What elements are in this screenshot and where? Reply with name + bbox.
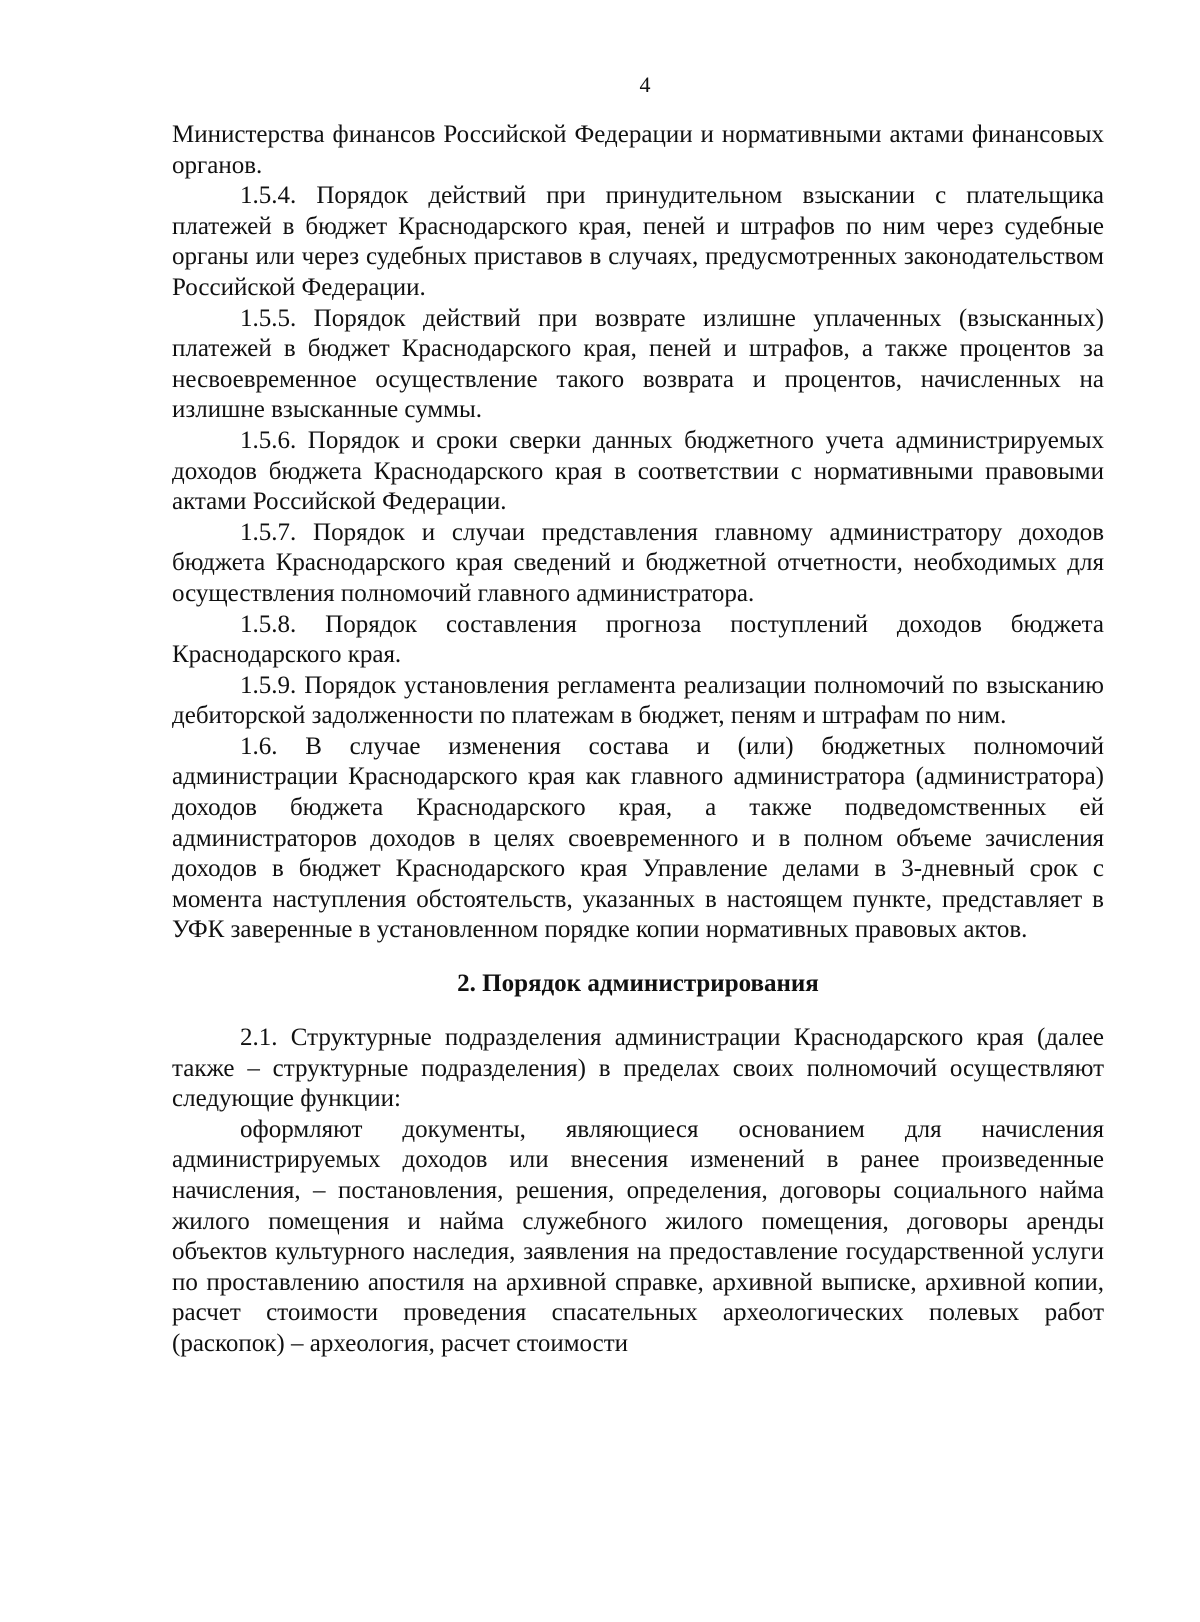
paragraph: 1.5.8. Порядок составления прогноза поступлений доходов бюджета Краснодарского края. (172, 610, 1104, 669)
section-1-continuation (172, 120, 1104, 946)
paragraph: 1.5.6. Порядок и сроки сверки данных бюджетного учета администрируемых доходов бюджета Краснодарского края в соответствии с нормативными правовыми актами Российской Федерации. (172, 426, 1104, 516)
paragraph: 1.5.7. Порядок и случаи представления главному администратору доходов бюджета Краснодарского края сведений и бюджетной отчетности, необходимых для осуществления полномочий главного администратора. (172, 518, 1104, 607)
page-number: 4 (639, 72, 651, 97)
paragraph: 1.6. В случае изменения состава и (или) бюджетных полномочий администрации Краснодарского края как главного администратора (администратора) доходов бюджета Краснодарского края, а также подведомственных ей администраторов доходов в целях своевременного и в полном объеме зачисления доходов в бюджет Краснодарского края Управление делами в 3-дневный срок с момента наступления обстоятельств, указанных в настоящем пункте, представляет в УФК заверенные в установленном порядке копии нормативных правовых актов. (172, 732, 1104, 944)
paragraph: 1.5.4. Порядок действий при принудительном взыскании с плательщика платежей в бюджет Краснодарского края, пеней и штрафов по ним через судебные органы или через судебных приставов в случаях, предусмотренных законодательством Российской Федерации. (172, 182, 1104, 301)
paragraph: оформляют документы, являющиеся основанием для начисления администрируемых доходов или внесения изменений в ранее произведенные начисления, – постановления, решения, определения, договоры социального найма жилого помещения и найма служебного жилого помещения, договоры аренды объектов культурного наследия, заявления на предоставление государственной услуги по проставлению апостиля на архивной справке, архивной выписке, архивной копии, расчет стоимости проведения спасательных археологических полевых работ (раскопок) – археология, расчет стоимости (172, 1115, 1104, 1357)
paragraph: Министерства финансов Российской Федерации и нормативными актами финансовых органов. (172, 121, 1104, 179)
paragraph: 1.5.5. Порядок действий при возврате излишне уплаченных (взысканных) платежей в бюджет Краснодарского края, пеней и штрафов, а также процентов за несвоевременное осуществление такого возврата и процентов, начисленных на излишне взысканные суммы. (172, 304, 1104, 424)
section-2-body (172, 1023, 1104, 1360)
paragraph: 2.1. Структурные подразделения администрации Краснодарского края (далее также – структурные подразделения) в пределах своих полномочий осуществляют следующие функции: (172, 1024, 1104, 1113)
document-body (172, 120, 1104, 1360)
paragraph: 1.5.9. Порядок установления регламента реализации полномочий по взысканию дебиторской задолженности по платежам в бюджет, пеням и штрафам по ним. (172, 671, 1104, 730)
section-heading: 2. Порядок администрирования (457, 970, 819, 998)
